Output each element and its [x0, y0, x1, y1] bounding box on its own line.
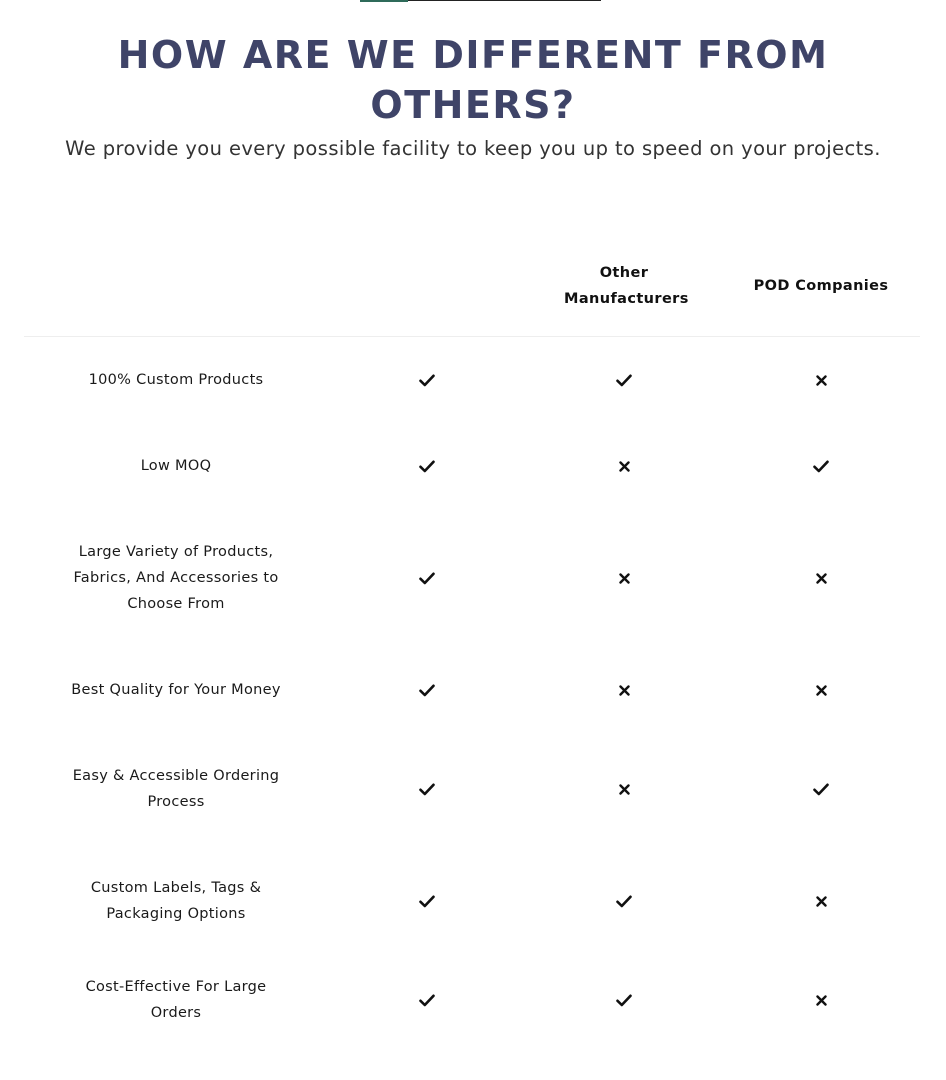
feature-cell: [24, 677, 328, 703]
column-header-label: Other Manufacturers: [564, 265, 689, 307]
check-icon: [801, 423, 841, 509]
page-subtitle: We provide you every possible facility to keep you up to speed on your projects.: [65, 137, 881, 160]
feature-label: Large Variety of Products, Fabrics, And Accessories to Choose From: [73, 544, 279, 612]
feature-label: Easy & Accessible Ordering Process: [72, 768, 280, 810]
cross-icon: [604, 509, 644, 647]
feature-cell: [24, 875, 328, 927]
feature-label: Cost-Effective For Large Orders: [85, 979, 267, 1021]
comparison-row: [24, 957, 920, 1043]
check-icon: [604, 957, 644, 1043]
column-header-pod-companies: [741, 236, 901, 336]
cross-icon: [801, 647, 841, 733]
comparison-row: [24, 423, 920, 509]
comparison-row: [24, 337, 920, 423]
cross-icon: [801, 845, 841, 957]
top-divider-accent: [360, 0, 408, 2]
check-icon: [604, 337, 644, 423]
feature-label: Low MOQ: [140, 458, 212, 474]
check-icon: [407, 845, 447, 957]
check-icon: [407, 733, 447, 845]
comparison-row: [24, 845, 920, 957]
page-title: HOW ARE WE DIFFERENT FROM OTHERS?: [117, 33, 829, 127]
comparison-table: [24, 236, 920, 1043]
column-header-other-manufacturers: [554, 236, 694, 336]
cross-icon: [801, 509, 841, 647]
cross-icon: [604, 733, 644, 845]
feature-label: 100% Custom Products: [88, 372, 264, 388]
comparison-row: [24, 733, 920, 845]
feature-label: Best Quality for Your Money: [71, 682, 281, 698]
feature-cell: [24, 539, 328, 617]
cross-icon: [801, 957, 841, 1043]
cross-icon: [604, 647, 644, 733]
comparison-header-row: [24, 236, 920, 337]
feature-cell: [24, 453, 328, 479]
column-header-us: [387, 236, 467, 336]
feature-cell: [24, 763, 328, 815]
feature-cell: [24, 367, 328, 393]
cross-icon: [604, 423, 644, 509]
comparison-row: [24, 647, 920, 733]
feature-label: Custom Labels, Tags & Packaging Options: [90, 880, 262, 922]
column-header-label: POD Companies: [753, 278, 889, 294]
check-icon: [407, 957, 447, 1043]
check-icon: [407, 423, 447, 509]
check-icon: [604, 845, 644, 957]
cross-icon: [801, 337, 841, 423]
feature-cell: [24, 974, 328, 1026]
check-icon: [407, 509, 447, 647]
section-header: [0, 30, 946, 162]
comparison-body: [24, 337, 920, 1043]
check-icon: [407, 337, 447, 423]
check-icon: [801, 733, 841, 845]
check-icon: [407, 647, 447, 733]
comparison-row: [24, 509, 920, 647]
